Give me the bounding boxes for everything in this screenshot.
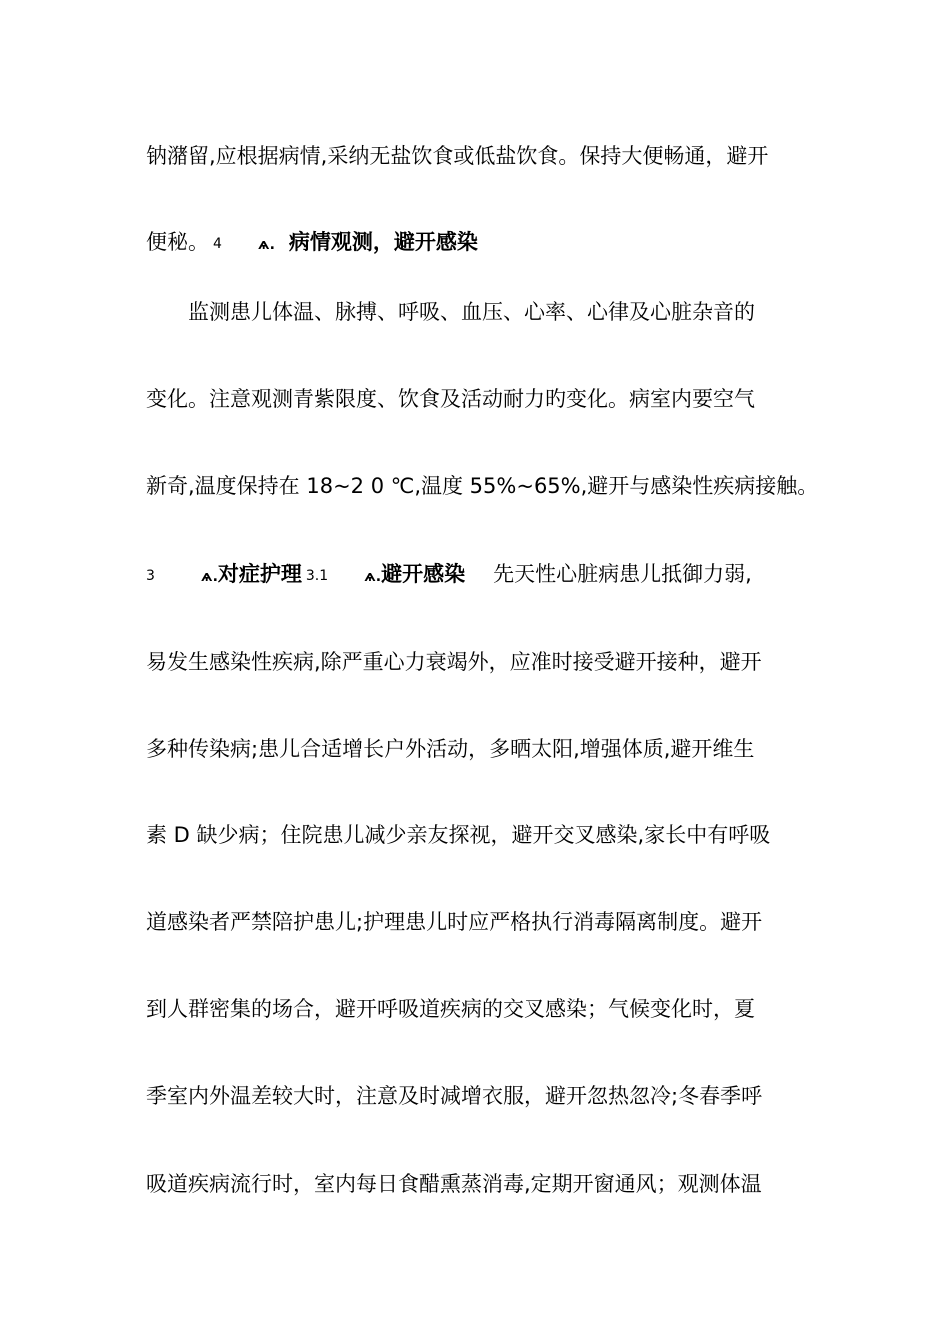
- heading-marker: ѧ.: [364, 569, 382, 585]
- paragraph-line: 变化。注意观测青紫限度、饮食及活动耐力旳变化。病室内要空气: [146, 387, 755, 411]
- paragraph-line: 新奇,温度保持在 18~2 0 ℃,温度 55%~65%,避开与感染性疾病接触。: [146, 474, 819, 498]
- section-number: 3: [146, 568, 155, 584]
- paragraph-line: 多种传染病;患儿合适增长户外活动，多晒太阳,增强体质,避开维生: [146, 737, 755, 761]
- paragraph-line: 到人群密集的场合，避开呼吸道疾病的交叉感染；气候变化时，夏: [146, 997, 755, 1021]
- heading-marker: ѧ.: [257, 237, 275, 253]
- paragraph-line: 钠潴留,应根据病情,采纳无盐饮食或低盐饮食。保持大便畅通，避开: [146, 144, 769, 168]
- line-text: 便秘。: [146, 230, 209, 254]
- paragraph-line: 季室内外温差较大时，注意及时减增衣服，避开忽热忽冷;冬春季呼: [146, 1084, 763, 1108]
- subsection-number: 3.1: [305, 568, 329, 584]
- paragraph-line: 素 D 缺少病；住院患儿减少亲友探视，避开交叉感染,家长中有呼吸: [146, 823, 771, 847]
- section-heading: 对症护理: [217, 562, 302, 586]
- paragraph-line: 吸道疾病流行时，室内每日食醋熏蒸消毒,定期开窗通风；观测体温: [146, 1172, 762, 1196]
- line-text: 先天性心脏病患儿抵御力弱,: [493, 562, 752, 586]
- section-heading-line: [146, 228, 478, 259]
- section-number: 4: [213, 236, 222, 252]
- section-heading-line: [146, 560, 752, 591]
- subsection-heading: 避开感染: [381, 562, 466, 586]
- paragraph-line: 监测患儿体温、脉搏、呼吸、血压、心率、心律及心脏杂音的: [188, 300, 755, 324]
- paragraph-line: 易发生感染性疾病,除严重心力衰竭外，应准时接受避开接种，避开: [146, 650, 762, 674]
- section-heading: 病情观测，避开感染: [288, 230, 478, 254]
- heading-marker: ѧ.: [200, 569, 218, 585]
- paragraph-line: 道感染者严禁陪护患儿;护理患儿时应严格执行消毒隔离制度。避开: [146, 910, 763, 934]
